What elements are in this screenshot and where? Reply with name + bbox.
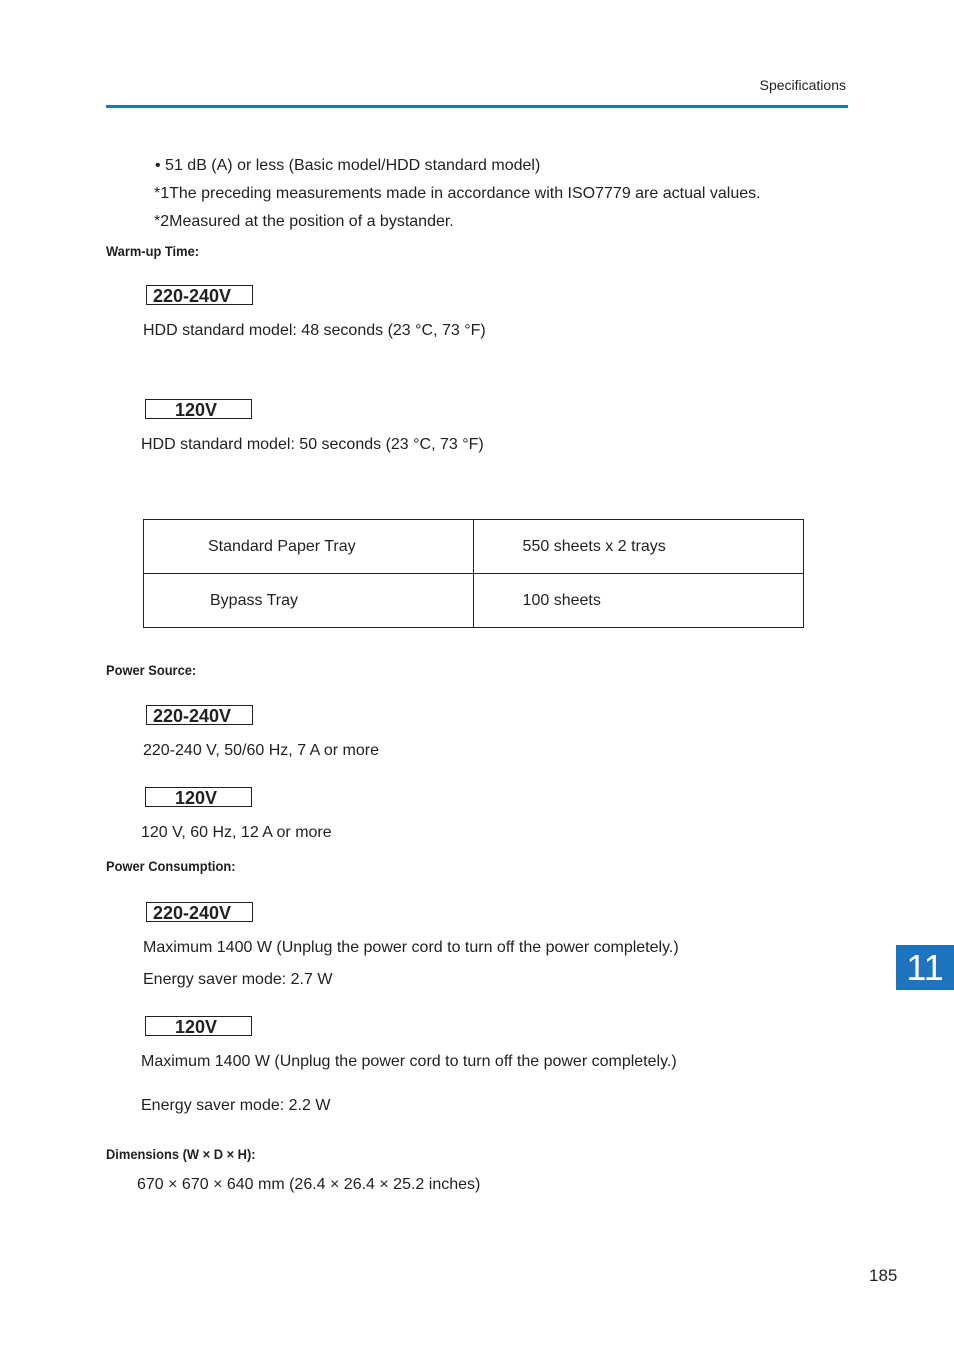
warmup-220-text: HDD standard model: 48 seconds (23 °C, 73 °F) bbox=[143, 322, 486, 339]
chapter-tab: 11 bbox=[896, 945, 954, 990]
power-source-120-text: 120 V, 60 Hz, 12 A or more bbox=[141, 824, 332, 841]
voltage-badge-120: 120V bbox=[145, 787, 252, 807]
power-source-heading: Power Source: bbox=[106, 662, 197, 678]
warmup-120-text: HDD standard model: 50 seconds (23 °C, 73 °F) bbox=[141, 436, 484, 453]
footnote-2: *2Measured at the position of a bystander. bbox=[154, 213, 454, 230]
voltage-badge-220: 220-240V bbox=[146, 285, 253, 305]
table-cell-value: 100 sheets bbox=[473, 574, 803, 628]
paper-capacity-table bbox=[143, 519, 804, 628]
dimensions-text: 670 × 670 × 640 mm (26.4 × 26.4 × 25.2 inches) bbox=[137, 1176, 481, 1193]
table-row bbox=[144, 574, 804, 628]
voltage-badge-220: 220-240V bbox=[146, 705, 253, 725]
voltage-badge-220: 220-240V bbox=[146, 902, 253, 922]
header-rule bbox=[106, 105, 848, 108]
power-consumption-120-saver: Energy saver mode: 2.2 W bbox=[141, 1097, 331, 1114]
table-row bbox=[144, 520, 804, 574]
power-source-220-text: 220-240 V, 50/60 Hz, 7 A or more bbox=[143, 742, 380, 759]
table-cell-label: Standard Paper Tray bbox=[144, 520, 474, 574]
running-header: Specifications bbox=[759, 77, 846, 93]
page-number: 185 bbox=[869, 1266, 898, 1285]
table-cell-label: Bypass Tray bbox=[144, 574, 474, 628]
voltage-badge-120: 120V bbox=[145, 399, 252, 419]
footnote-1: *1The preceding measurements made in accordance with ISO7779 are actual values. bbox=[154, 185, 761, 202]
voltage-badge-120: 120V bbox=[145, 1016, 252, 1036]
power-consumption-220-saver: Energy saver mode: 2.7 W bbox=[143, 971, 333, 988]
table-cell-value: 550 sheets x 2 trays bbox=[473, 520, 803, 574]
power-consumption-220-max: Maximum 1400 W (Unplug the power cord to turn off the power completely.) bbox=[143, 939, 679, 956]
noise-bullet: • 51 dB (A) or less (Basic model/HDD standard model) bbox=[155, 157, 541, 174]
dimensions-heading: Dimensions (W × D × H): bbox=[106, 1146, 256, 1162]
warmup-heading: Warm-up Time: bbox=[106, 243, 200, 259]
power-consumption-heading: Power Consumption: bbox=[106, 858, 236, 874]
power-consumption-120-max: Maximum 1400 W (Unplug the power cord to turn off the power completely.) bbox=[141, 1053, 677, 1070]
